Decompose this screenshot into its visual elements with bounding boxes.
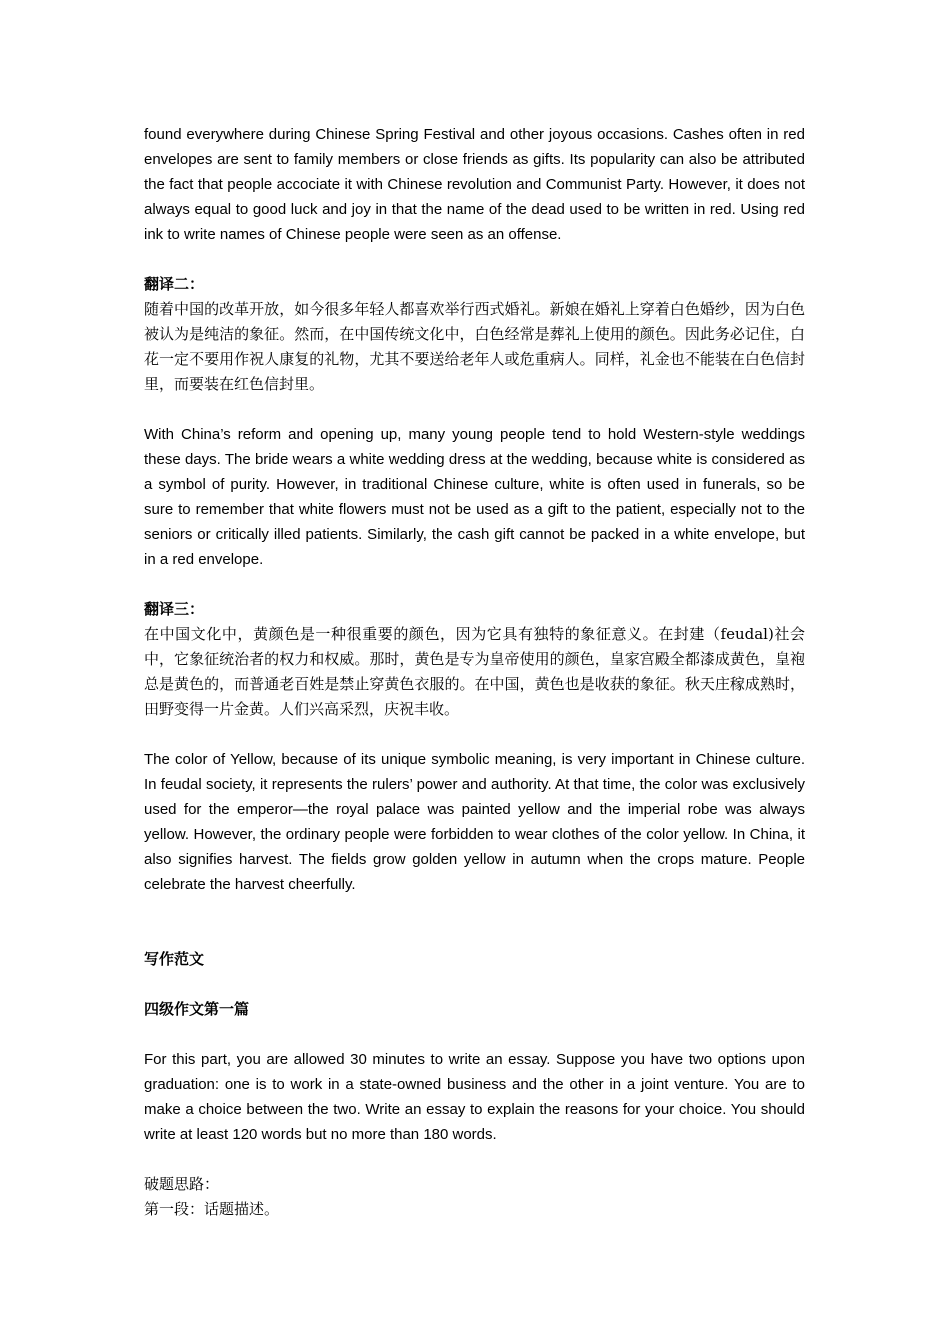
translation3-heading: 翻译三： (144, 600, 205, 618)
approach-label: 破题思路： (144, 1175, 220, 1193)
essay-title: 四级作文第一篇 (144, 1000, 250, 1018)
approach-step-1: 第一段：话题描述。 (144, 1200, 280, 1218)
translation2-english-text: With China’s reform and opening up, many young people tend to hold Western-style weddings these days. The bride wears a white wedding dress at the wedding, because white is considered as a symbol of purity. However, in traditional Chinese culture, white is often used in funerals, so be sure to remember that white flowers must not be used as a gift to the patient, especially not to the seniors or critically illed patients. Similarly, the cash gift cannot be packed in a white envelope, but in a red envelope. (144, 426, 805, 568)
intro-paragraph: found everywhere during Chinese Spring Festival and other joyous occasions. Cashes often in red envelopes are sent to family members or close friends as gifts. Its popularity can also be attributed the fact that people accociate it with Chinese revolution and Communist Party. However, it does not always equal to good luck and joy in that the name of the dead used to be written in red. Using red ink to write names of Chinese people were seen as an offense. (144, 126, 805, 243)
translation2-chinese-text: 随着中国的改革开放，如今很多年轻人都喜欢举行西式婚礼。新娘在婚礼上穿着白色婚纱，因为白色被认为是纯洁的象征。然而，在中国传统文化中，白色经常是葬礼上使用的颜色。因此务必记住，白花一定不要用作祝人康复的礼物，尤其不要送给老年人或危重病人。同样，礼金也不能装在白色信封里，而要装在红色信封里。 (144, 300, 805, 393)
translation3-english-text: The color of Yellow, because of its unique symbolic meaning, is very important in Chinese culture. In feudal society, it represents the rulers’ power and authority. At that time, the color was exclusively used for the emperor—the royal palace was painted yellow and the imperial robe was always yellow. However, the ordinary people were forbidden to wear clothes of the color yellow. In China, it also signifies harvest. The fields grow golden yellow in autumn when the crops mature. People celebrate the harvest cheerfully. (144, 751, 805, 893)
document-page (144, 122, 805, 1222)
translation3-chinese-text: 在中国文化中，黄颜色是一种很重要的颜色，因为它具有独特的象征意义。在封建（feudal)社会中，它象征统治者的权力和权威。那时，黄色是专为皇帝使用的颜色，皇家宫殿全都漆成黄色，皇袍总是黄色的，而普通老百姓是禁止穿黄色衣服的。在中国，黄色也是收获的象征。秋天庄稼成熟时，田野变得一片金黄。人们兴高采烈，庆祝丰收。 (144, 625, 805, 718)
translation2-heading: 翻译二： (144, 275, 205, 293)
essay-prompt: For this part, you are allowed 30 minutes to write an essay. Suppose you have two options upon graduation: one is to work in a state-owned business and the other in a joint venture. You are to make a choice between the two. Write an essay to explain the reasons for your choice. You should write at least 120 words but no more than 180 words. (144, 1051, 805, 1143)
writing-section-title: 写作范文 (144, 950, 205, 968)
